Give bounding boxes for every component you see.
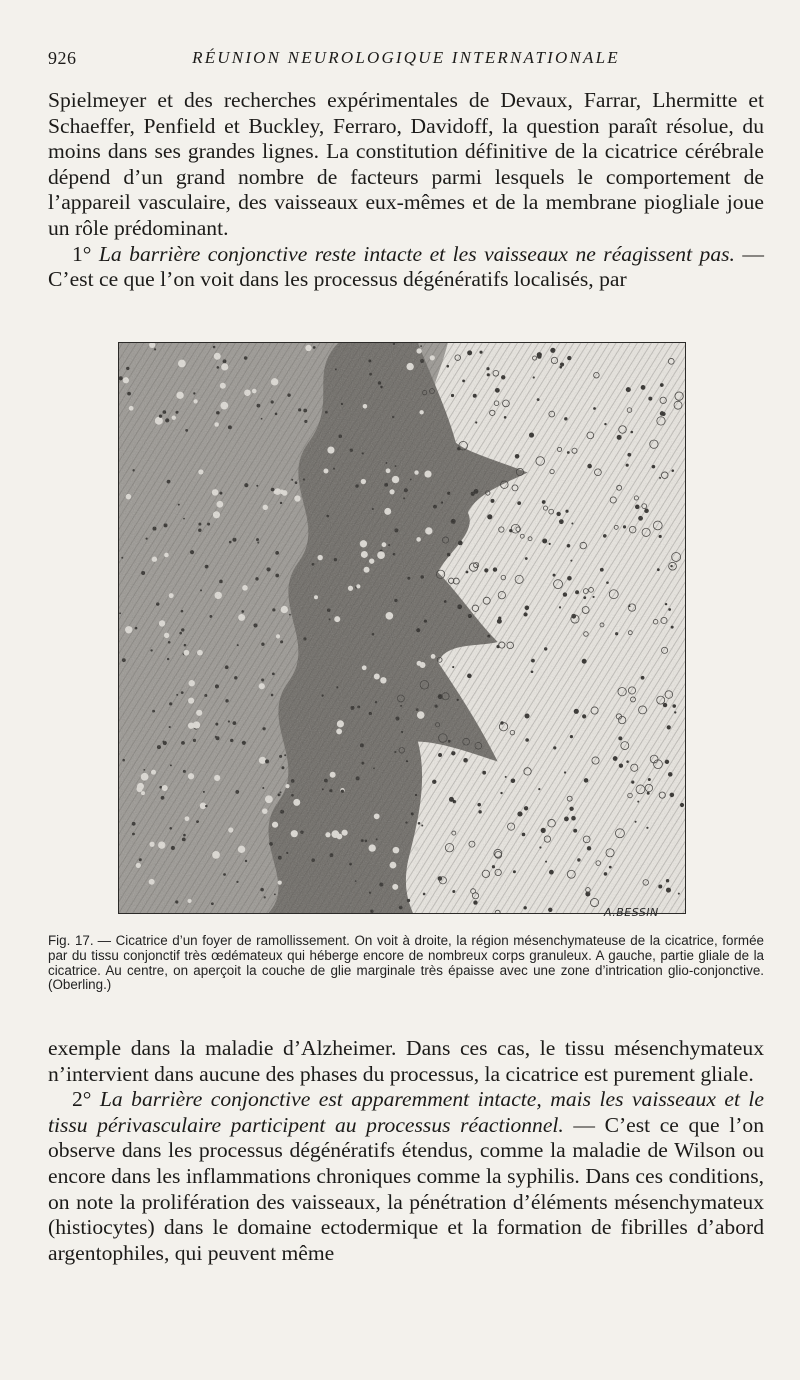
histology-micrograph xyxy=(119,343,685,913)
caption-dash: — xyxy=(97,933,111,948)
section-dash: — xyxy=(573,1112,595,1137)
section-number: 2° xyxy=(72,1087,92,1112)
figure-signature: A.BESSIN xyxy=(604,906,659,919)
figure-caption xyxy=(48,934,764,993)
paragraph-section-2 xyxy=(48,1087,764,1266)
paragraph-section-1 xyxy=(48,242,764,293)
body-text-top xyxy=(48,88,764,293)
caption-label: Fig. 17. xyxy=(48,933,94,948)
section-text: C’est ce que l’on voit dans les processus dégénératifs localisés, par xyxy=(48,267,627,292)
section-heading: La barrière conjonctive est apparemment intacte, mais les vaisseaux et le tissu périvasculaire participent au processus réactionnel. xyxy=(48,1087,764,1137)
paragraph-continuation: exemple dans la maladie d’Alzheimer. Dans ces cas, le tissu mésenchymateux n’intervient dans aucune des phases du processus, la cicatrice est purement gliale. xyxy=(48,1036,764,1086)
body-text-bottom xyxy=(48,1036,764,1266)
paragraph-intro: Spielmeyer et des recherches expérimentales de Devaux, Farrar, Lhermitte et Schaeffer, Penfield et Buckley, Ferraro, Davidoff, la question paraît résolue, du moins dans ses grandes lignes. La constitution définitive de la cicatrice cérébrale dépend d’un grand nombre de facteurs parmi lesquels le comportement de l’appareil vasculaire, des vaisseaux eux-mêmes et de la membrane piogliale joue un rôle prédominant. xyxy=(48,88,764,240)
section-heading: La barrière conjonctive reste intacte et les vaisseaux ne réagissent pas. xyxy=(98,241,735,266)
section-text: C’est ce que l’on observe dans les processus dégénératifs étendus, comme la maladie de Wilson ou encore dans les inflammations chroniques comme la syphilis. Dans ces conditions, on note la prolifération des vaisseaux, la pénétration d’éléments mésenchymateux (histiocytes) dans le domaine ectodermique et la formation de fibrilles d’abord argentophiles, qui peuvent même xyxy=(48,1112,764,1265)
running-head xyxy=(48,48,764,72)
journal-title: RÉUNION NEUROLOGIQUE INTERNATIONALE xyxy=(192,48,620,67)
film-grain xyxy=(119,343,685,913)
section-number: 1° xyxy=(72,241,92,266)
histology-figure xyxy=(118,342,686,914)
page-number: 926 xyxy=(48,48,77,68)
caption-text: Cicatrice d’un foyer de ramollissement. On voit à droite, la région mésenchymateuse de la cicatrice, formée par du tissu conjonctif très œdémateux qui héberge encore de nombreux corps granuleux. A gauche, partie gliale de la cicatrice. Au centre, on aperçoit la couche de glie marginale très épaisse avec une zone d’intrication glio-conjonctive. (Oberling.) xyxy=(48,933,764,993)
section-dash: — xyxy=(742,241,764,266)
